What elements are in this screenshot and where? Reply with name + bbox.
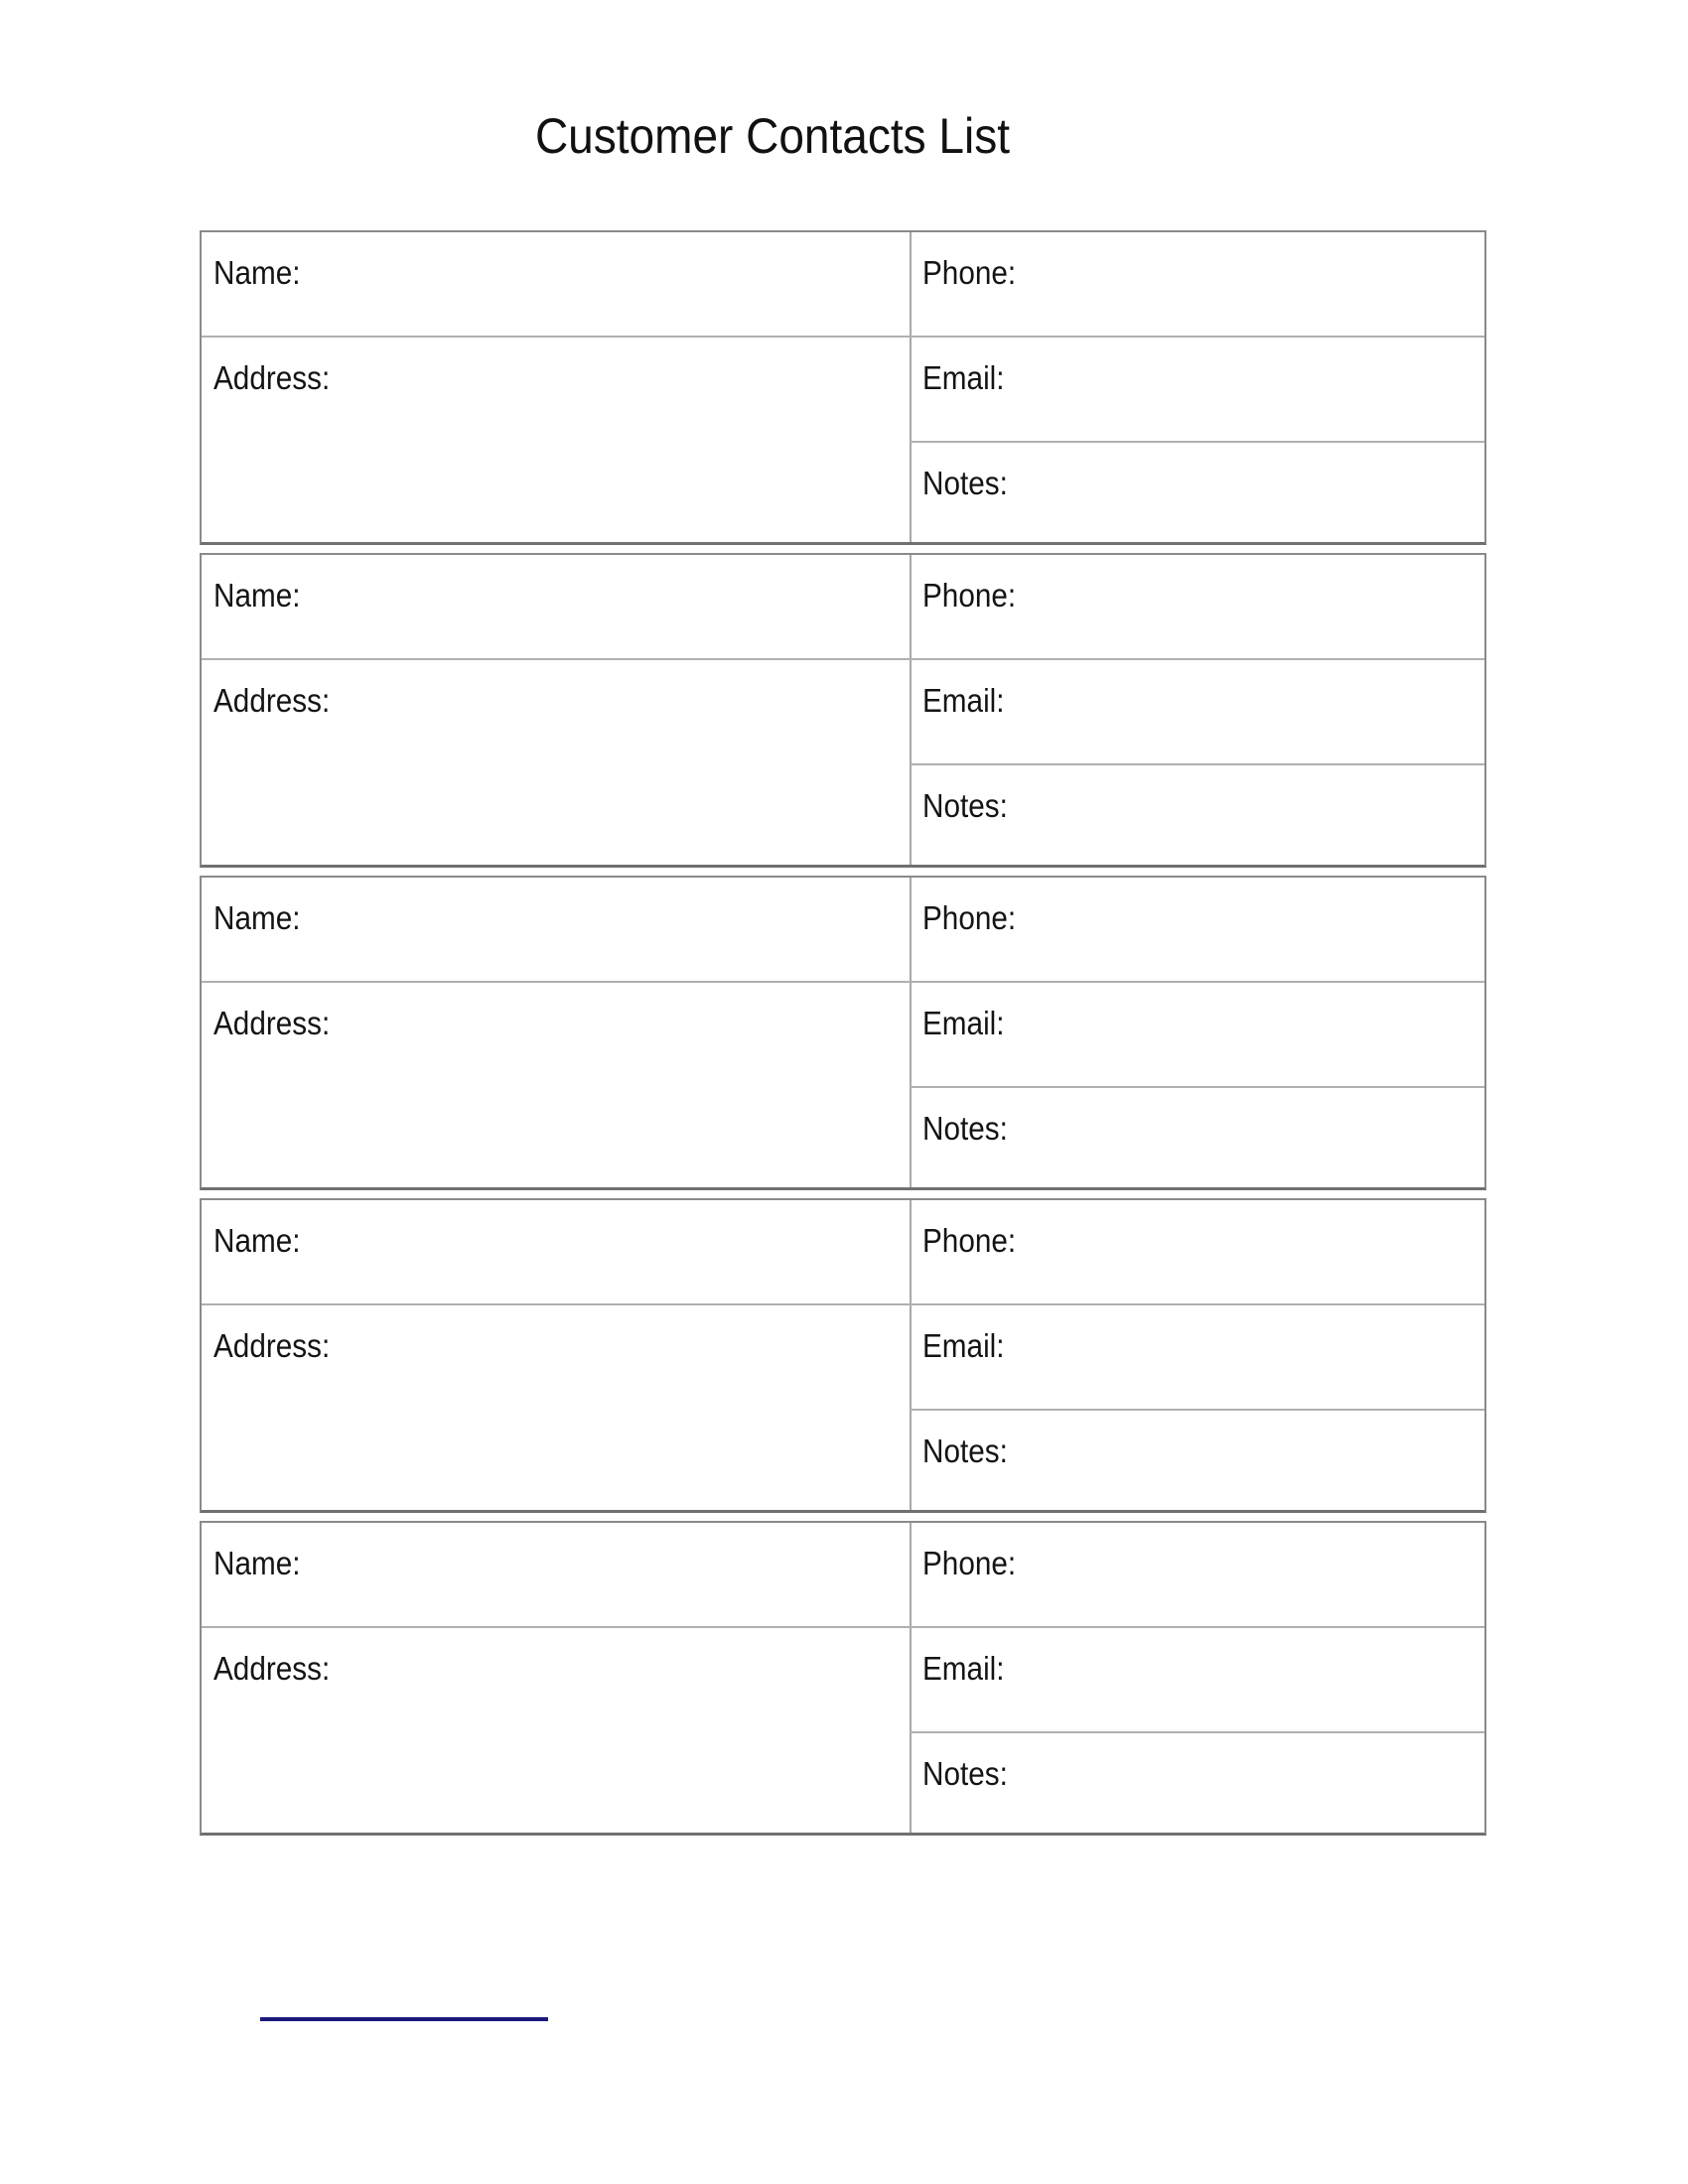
row-divider [202,336,1484,338]
address-label: Address: [213,359,331,396]
email-label: Email: [922,359,1005,396]
address-label: Address: [213,1005,331,1041]
name-field[interactable] [202,1200,910,1303]
notes-label: Notes: [922,1755,1008,1792]
notes-label: Notes: [922,1110,1008,1147]
row-divider [911,1409,1484,1411]
address-label: Address: [213,1327,331,1364]
phone-field[interactable] [911,1200,1484,1303]
page-title: Customer Contacts List [534,108,1011,164]
email-label: Email: [922,1327,1005,1364]
address-field[interactable] [202,1628,910,1833]
email-field[interactable] [911,338,1484,441]
column-divider [910,1523,912,1833]
notes-field[interactable] [911,765,1484,865]
row-divider [202,658,1484,660]
notes-field[interactable] [911,443,1484,542]
name-label: Name: [213,899,301,936]
email-field[interactable] [911,1628,1484,1731]
name-field[interactable] [202,555,910,658]
phone-label: Phone: [922,1222,1017,1259]
email-field[interactable] [911,983,1484,1086]
address-label: Address: [213,682,331,719]
phone-label: Phone: [922,1545,1017,1581]
phone-label: Phone: [922,254,1017,291]
notes-field[interactable] [911,1088,1484,1187]
contact-card [200,1521,1486,1836]
name-field[interactable] [202,1523,910,1626]
footer-link-underline[interactable] [260,2017,548,2021]
address-field[interactable] [202,338,910,542]
row-divider [202,1626,1484,1628]
address-field[interactable] [202,660,910,865]
name-label: Name: [213,254,301,291]
address-field[interactable] [202,983,910,1187]
notes-label: Notes: [922,787,1008,824]
row-divider [202,981,1484,983]
notes-label: Notes: [922,1433,1008,1469]
contact-card [200,876,1486,1190]
column-divider [910,232,912,542]
contact-card [200,553,1486,868]
email-field[interactable] [911,660,1484,763]
phone-field[interactable] [911,1523,1484,1626]
row-divider [911,1731,1484,1733]
name-field[interactable] [202,232,910,336]
contact-card [200,1198,1486,1513]
address-label: Address: [213,1650,331,1687]
name-label: Name: [213,1222,301,1259]
row-divider [911,441,1484,443]
name-label: Name: [213,577,301,614]
name-field[interactable] [202,878,910,981]
name-label: Name: [213,1545,301,1581]
row-divider [911,763,1484,765]
phone-field[interactable] [911,555,1484,658]
email-label: Email: [922,1005,1005,1041]
contact-card [200,230,1486,545]
row-divider [202,1303,1484,1305]
phone-field[interactable] [911,878,1484,981]
column-divider [910,555,912,865]
email-label: Email: [922,1650,1005,1687]
column-divider [910,1200,912,1510]
address-field[interactable] [202,1305,910,1510]
phone-field[interactable] [911,232,1484,336]
notes-label: Notes: [922,465,1008,501]
row-divider [911,1086,1484,1088]
notes-field[interactable] [911,1733,1484,1833]
email-field[interactable] [911,1305,1484,1409]
phone-label: Phone: [922,899,1017,936]
column-divider [910,878,912,1187]
email-label: Email: [922,682,1005,719]
notes-field[interactable] [911,1411,1484,1510]
phone-label: Phone: [922,577,1017,614]
